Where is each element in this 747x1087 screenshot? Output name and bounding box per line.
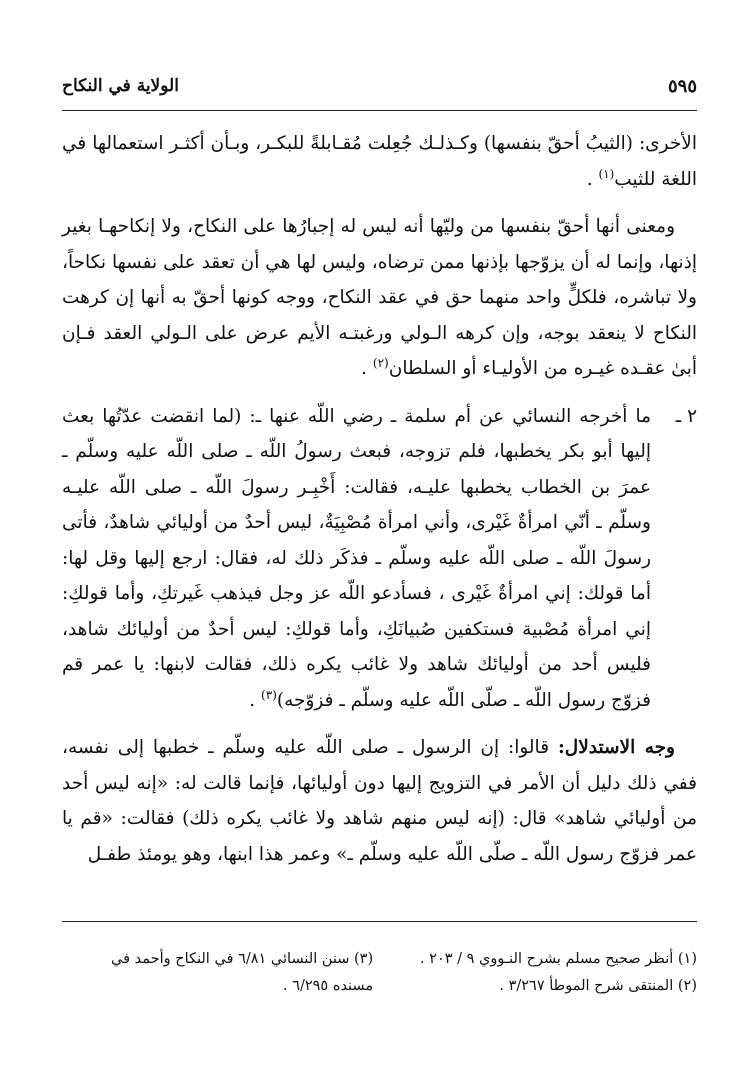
page-number: ٥٩٥ xyxy=(667,76,697,97)
footnote-ref-2[interactable]: (٢) xyxy=(372,355,389,370)
paragraph-1-text: الأخرى: (الثيبُ أحقّ بنفسها) وكـذلـك جُعِلت مُقـابلةً للبكـر، وبـأن أكثـر استعمالها في اللغة للثيب xyxy=(62,133,697,190)
paragraph-2-text: ومعنى أنها أحقّ بنفسها من وليّها أنه ليس له إجبارُها على النكاح، ولا إنكاحهـا بغير إذنها، وإنما له أن يزوّجها بإذنها ممن ترضاه، وليس لها هي أن تعقد على نفسها نكاحاً، ولا تباشره، فلكلٍّ واحد منهما حق في عقد النكاح، ووجه كونها أحقّ به أنها إن كرهت النكاح لا ينعقد بوجه، وإن كرهه الـولي ورغبتـه الأيم عرض على الـولي العقد فـإن أبىٰ عقـده غيـره من الأوليـاء أو السلطان xyxy=(62,216,697,379)
footnote-3-line-1: (٣) سنن النسائي ٦/٨١ في النكاح وأحمد في xyxy=(111,951,374,967)
numbered-item-2: ٢ ـ ما أخرجه النسائي عن أم سلمة ـ رضي اللّه عنها ـ: (لما انقضت عدّتُها بعث إليها أبو بكر يخطبها، فلم تزوجه، فبعث رسولُ اللّه ـ صلى اللّه عليه وسلّم ـ عمرَ بن الخطاب يخطبها عليـه، فقالت: أَخْبِـر رسولَ اللّه ـ صلى اللّه عليـه وسلّم ـ أنّي امرأةٌ غَيْرى، وأني امرأة مُصْبِيَةٌ، ليس أحدٌ من أوليائي شاهدٌ، فأتى رسولَ اللّه ـ صلى اللّه عليه وسلّم ـ فذكَر ذلك له، فقال: ارجع إليها وقل لها: أما قولك: إني امرأةٌ غَيْرى ، فسأدعو اللّه عز وجل فيذهب غَيرتكِ، وأما قولكِ: إني امرأة مُصْبية فستكفين صُبيانَكِ، وأما قولكِ: ليس أحدٌ من أوليائك شاهد، فليس أحد من أوليائك شاهد ولا غائب يكره ذلك، فقالت لابنها: يا عمر قم فزوّج رسول اللّه ـ صلّى اللّه عليه وسلّم ـ فزوّجه)$^{(٣)}$ . xyxy=(62,399,697,719)
footnote-ref-1[interactable]: (١) xyxy=(598,166,615,181)
footnote-1: (١) أنظر صحيح مسلم بشرح النـووي ٩ / ٢٠٣ . xyxy=(419,951,697,967)
footnote-ref-3[interactable]: (٣) xyxy=(261,687,277,702)
header-divider xyxy=(62,110,697,111)
footnote-3-line-2: مسنده ٦/٢٩٥ . xyxy=(282,978,374,994)
item-number: ٢ ـ xyxy=(675,405,697,427)
paragraph-1: الأخرى: (الثيبُ أحقّ بنفسها) وكـذلـك جُعِلت مُقـابلةً للبكـر، وبـأن أكثـر استعمالها في اللغة للثيب$^{(١)}$ . xyxy=(62,133,697,190)
footnote-2: (٢) المنتقى شرح الموطأ ٣/٢٦٧ . xyxy=(499,978,697,994)
main-text xyxy=(62,126,697,872)
page-header xyxy=(62,76,697,112)
footnotes-column-right xyxy=(386,946,697,1000)
paragraph-2: ومعنى أنها أحقّ بنفسها من وليّها أنه ليس له إجبارُها على النكاح، ولا إنكاحهـا بغير إذنها، وإنما له أن يزوّجها بإذنها ممن ترضاه، وليس لها هي أن تعقد على نفسها نكاحاً، ولا تباشره، فلكلٍّ واحد منهما حق في عقد النكاح، ووجه كونها أحقّ به أنها إن كرهت النكاح لا ينعقد بوجه، وإن كرهه الـولي ورغبتـه الأيم عرض على الـولي العقد فـإن أبىٰ عقـده غيـره من الأوليـاء أو السلطان$^{(٢)}$ . xyxy=(62,216,697,379)
footnote-divider xyxy=(62,921,697,922)
paragraph-istidlal xyxy=(62,730,697,872)
running-title: الولاية في النكاح xyxy=(62,76,179,96)
item-2-text: ما أخرجه النسائي عن أم سلمة ـ رضي اللّه عنها ـ: (لما انقضت عدّتُها بعث إليها أبو بكر يخطبها، فلم تزوجه، فبعث رسولُ اللّه ـ صلى اللّه عليه وسلّم ـ عمرَ بن الخطاب يخطبها عليـه، فقالت: أَخْبِـر رسولَ اللّه ـ صلى اللّه عليـه وسلّم ـ أنّي امرأةٌ غَيْرى، وأني امرأة مُصْبِيَةٌ، ليس أحدٌ من أوليائي شاهدٌ، فأتى رسولَ اللّه ـ صلى اللّه عليه وسلّم ـ فذكَر ذلك له، فقال: ارجع إليها وقل لها: أما قولك: إني امرأةٌ غَيْرى ، فسأدعو اللّه عز وجل فيذهب غَيرتكِ، وأما قولكِ: إني امرأة مُصْبية فستكفين صُبيانَكِ، وأما قولكِ: ليس أحدٌ من أوليائك شاهد، فليس أحد من أوليائك شاهد ولا غائب يكره ذلك، فقالت لابنها: يا عمر قم فزوّج رسول اللّه ـ صلّى اللّه عليه وسلّم ـ فزوّجه) xyxy=(62,405,651,711)
footnotes-column-left xyxy=(62,946,373,1000)
istidlal-text: قالوا: إن الرسول ـ صلى اللّه عليه وسلّم ـ خطبها إلى نفسه، ففي ذلك دليل أن الأمر في التزويج إليها دون أوليائها، فإنما قالت له: «إنه ليس أحد من أوليائي شاهد» قال: (إنه ليس منهم شاهد ولا غائب يكره ذلك) فقالت: «قم يا عمر فزوّج رسول اللّه ـ صلّى اللّه عليه وسلّم ـ» وعمر هذا ابنها، وهو يومئذ طفـل xyxy=(62,737,697,865)
istidlal-label: وجه الاستدلال: xyxy=(557,737,675,758)
